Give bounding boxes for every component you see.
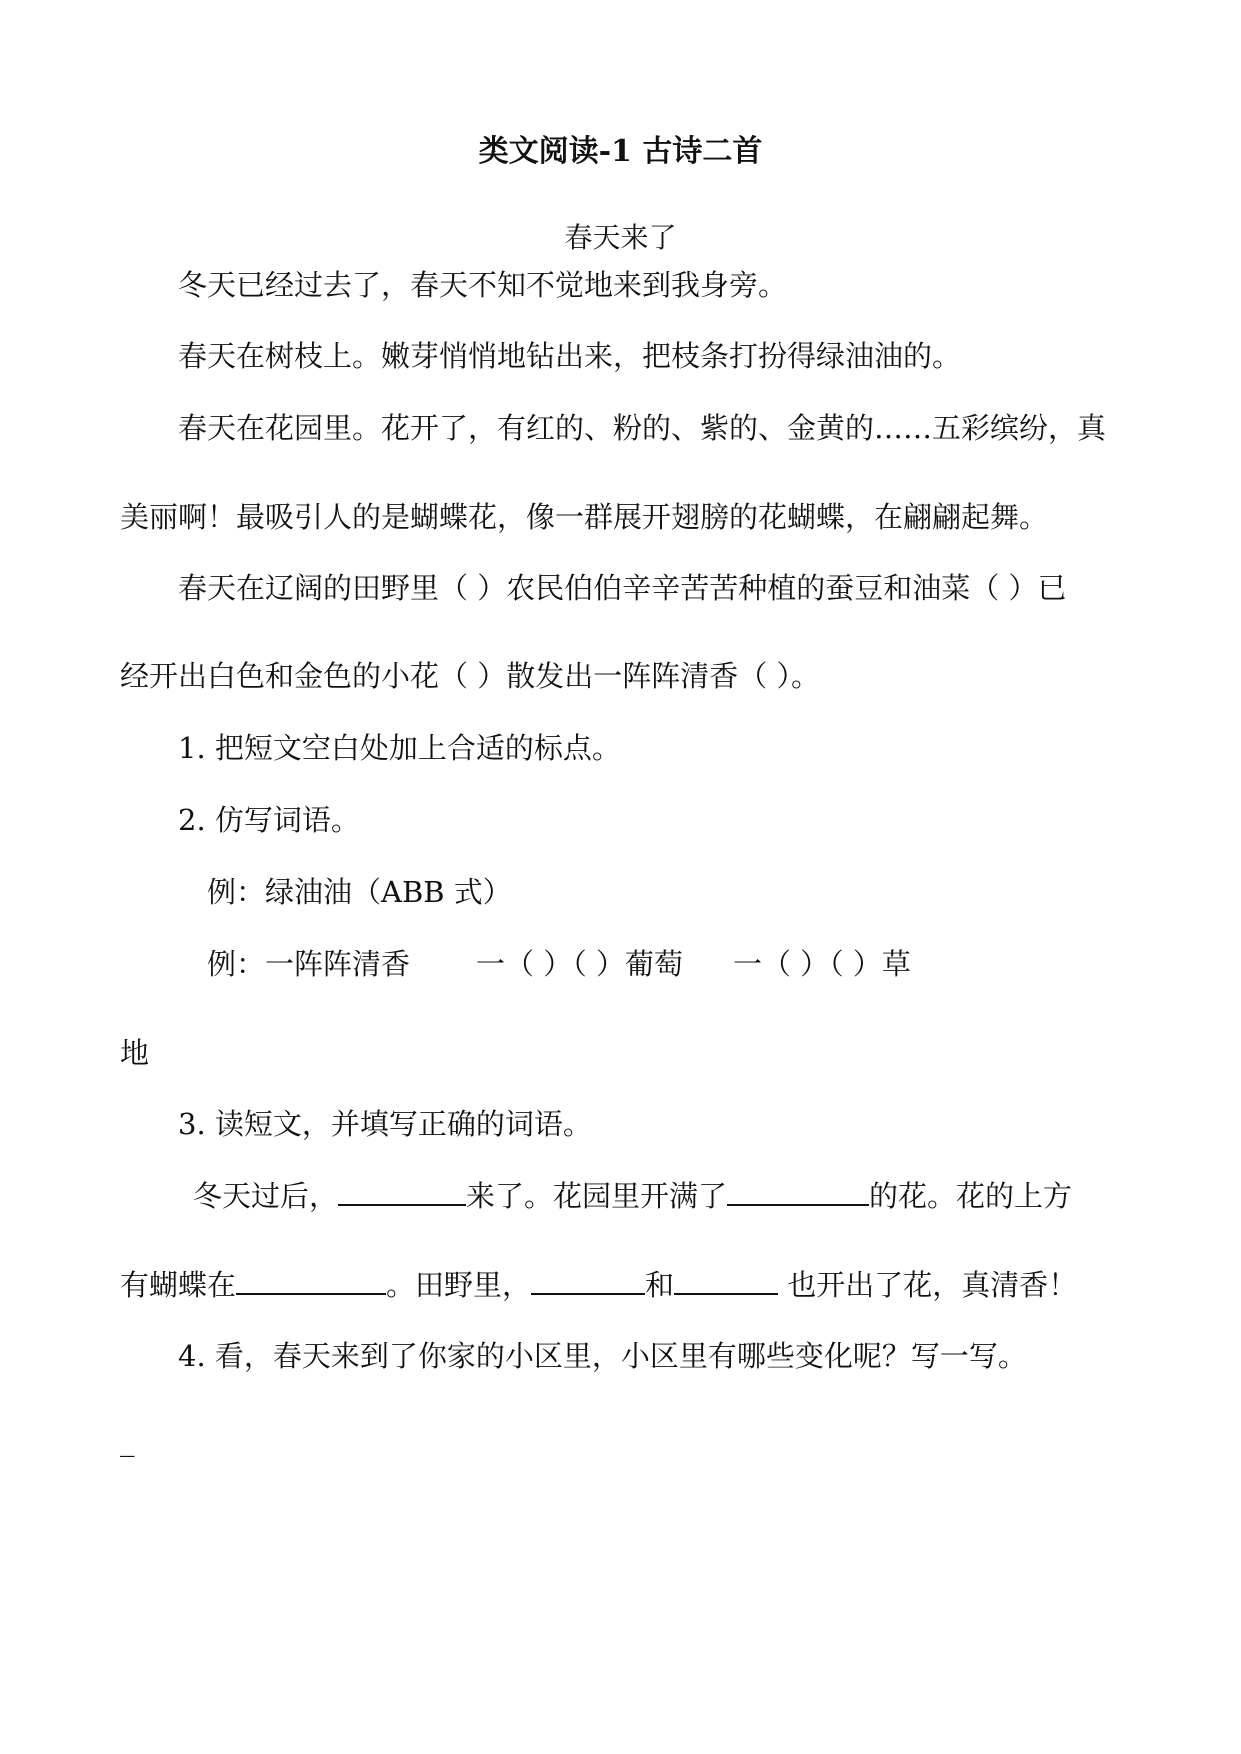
question-3-line-1 [193, 1176, 1072, 1216]
page-title: 类文阅读-1 古诗二首 [478, 134, 763, 169]
answer-line-marker[interactable]: _ [120, 1423, 135, 1457]
passage-title: 春天来了 [564, 221, 677, 254]
blank-field-3[interactable] [236, 1267, 386, 1295]
passage-paragraph-1: 冬天已经过去了，春天不知不觉地来到我身旁。 [178, 268, 788, 302]
blank-field-2[interactable] [727, 1178, 869, 1206]
question-2-example-2 [207, 944, 911, 984]
example-2-word: 例：一阵阵清香 [207, 947, 411, 981]
passage-paragraph-3-line-2: 美丽啊！最吸引人的是蝴蝶花，像一群展开翅膀的花蝴蝶，在翩翩起舞。 [120, 500, 1049, 534]
blank-field-4[interactable] [531, 1267, 645, 1295]
question-2: 2. 仿写词语。 [178, 803, 360, 837]
blank-field-1[interactable] [338, 1178, 466, 1206]
question-4: 4. 看，春天来到了你家的小区里，小区里有哪些变化呢？写一写。 [178, 1339, 1027, 1373]
passage-paragraph-4-line-1: 春天在辽阔的田野里（ ）农民伯伯辛辛苦苦种植的蚕豆和油菜（ ）已 [178, 571, 1067, 605]
question-3: 3. 读短文，并填写正确的词语。 [178, 1107, 592, 1141]
fill-in-item-grape[interactable]: 一（ ）（ ）葡萄 [476, 947, 683, 981]
passage-paragraph-3-line-1: 春天在花园里。花开了，有红的、粉的、紫的、金黄的……五彩缤纷，真 [178, 411, 1107, 445]
passage-paragraph-2: 春天在树枝上。嫩芽悄悄地钻出来，把枝条打扮得绿油油的。 [178, 339, 962, 373]
q3-text-a: 冬天过后， [193, 1179, 339, 1213]
q3-text-f: 和 [645, 1268, 675, 1302]
q3-text-d: 有蝴蝶在 [120, 1268, 237, 1302]
question-3-line-2 [120, 1265, 1077, 1305]
fill-in-item-grass[interactable]: 一（ ）（ ）草 [732, 947, 911, 981]
q3-text-g: 也开出了花，真清香！ [778, 1268, 1078, 1302]
q3-text-b: 来了。花园里开满了 [466, 1179, 728, 1213]
q3-text-e: 。田野里， [386, 1268, 532, 1302]
q3-text-c: 的花。花的上方 [869, 1179, 1073, 1213]
blank-field-5[interactable] [674, 1267, 778, 1295]
question-1: 1. 把短文空白处加上合适的标点。 [178, 731, 621, 765]
question-2-item-wrap: 地 [120, 1036, 150, 1070]
question-2-example-1: 例：绿油油（ABB 式） [207, 875, 512, 909]
passage-paragraph-4-line-2: 经开出白色和金色的小花（ ）散发出一阵阵清香（ ）。 [120, 659, 820, 693]
